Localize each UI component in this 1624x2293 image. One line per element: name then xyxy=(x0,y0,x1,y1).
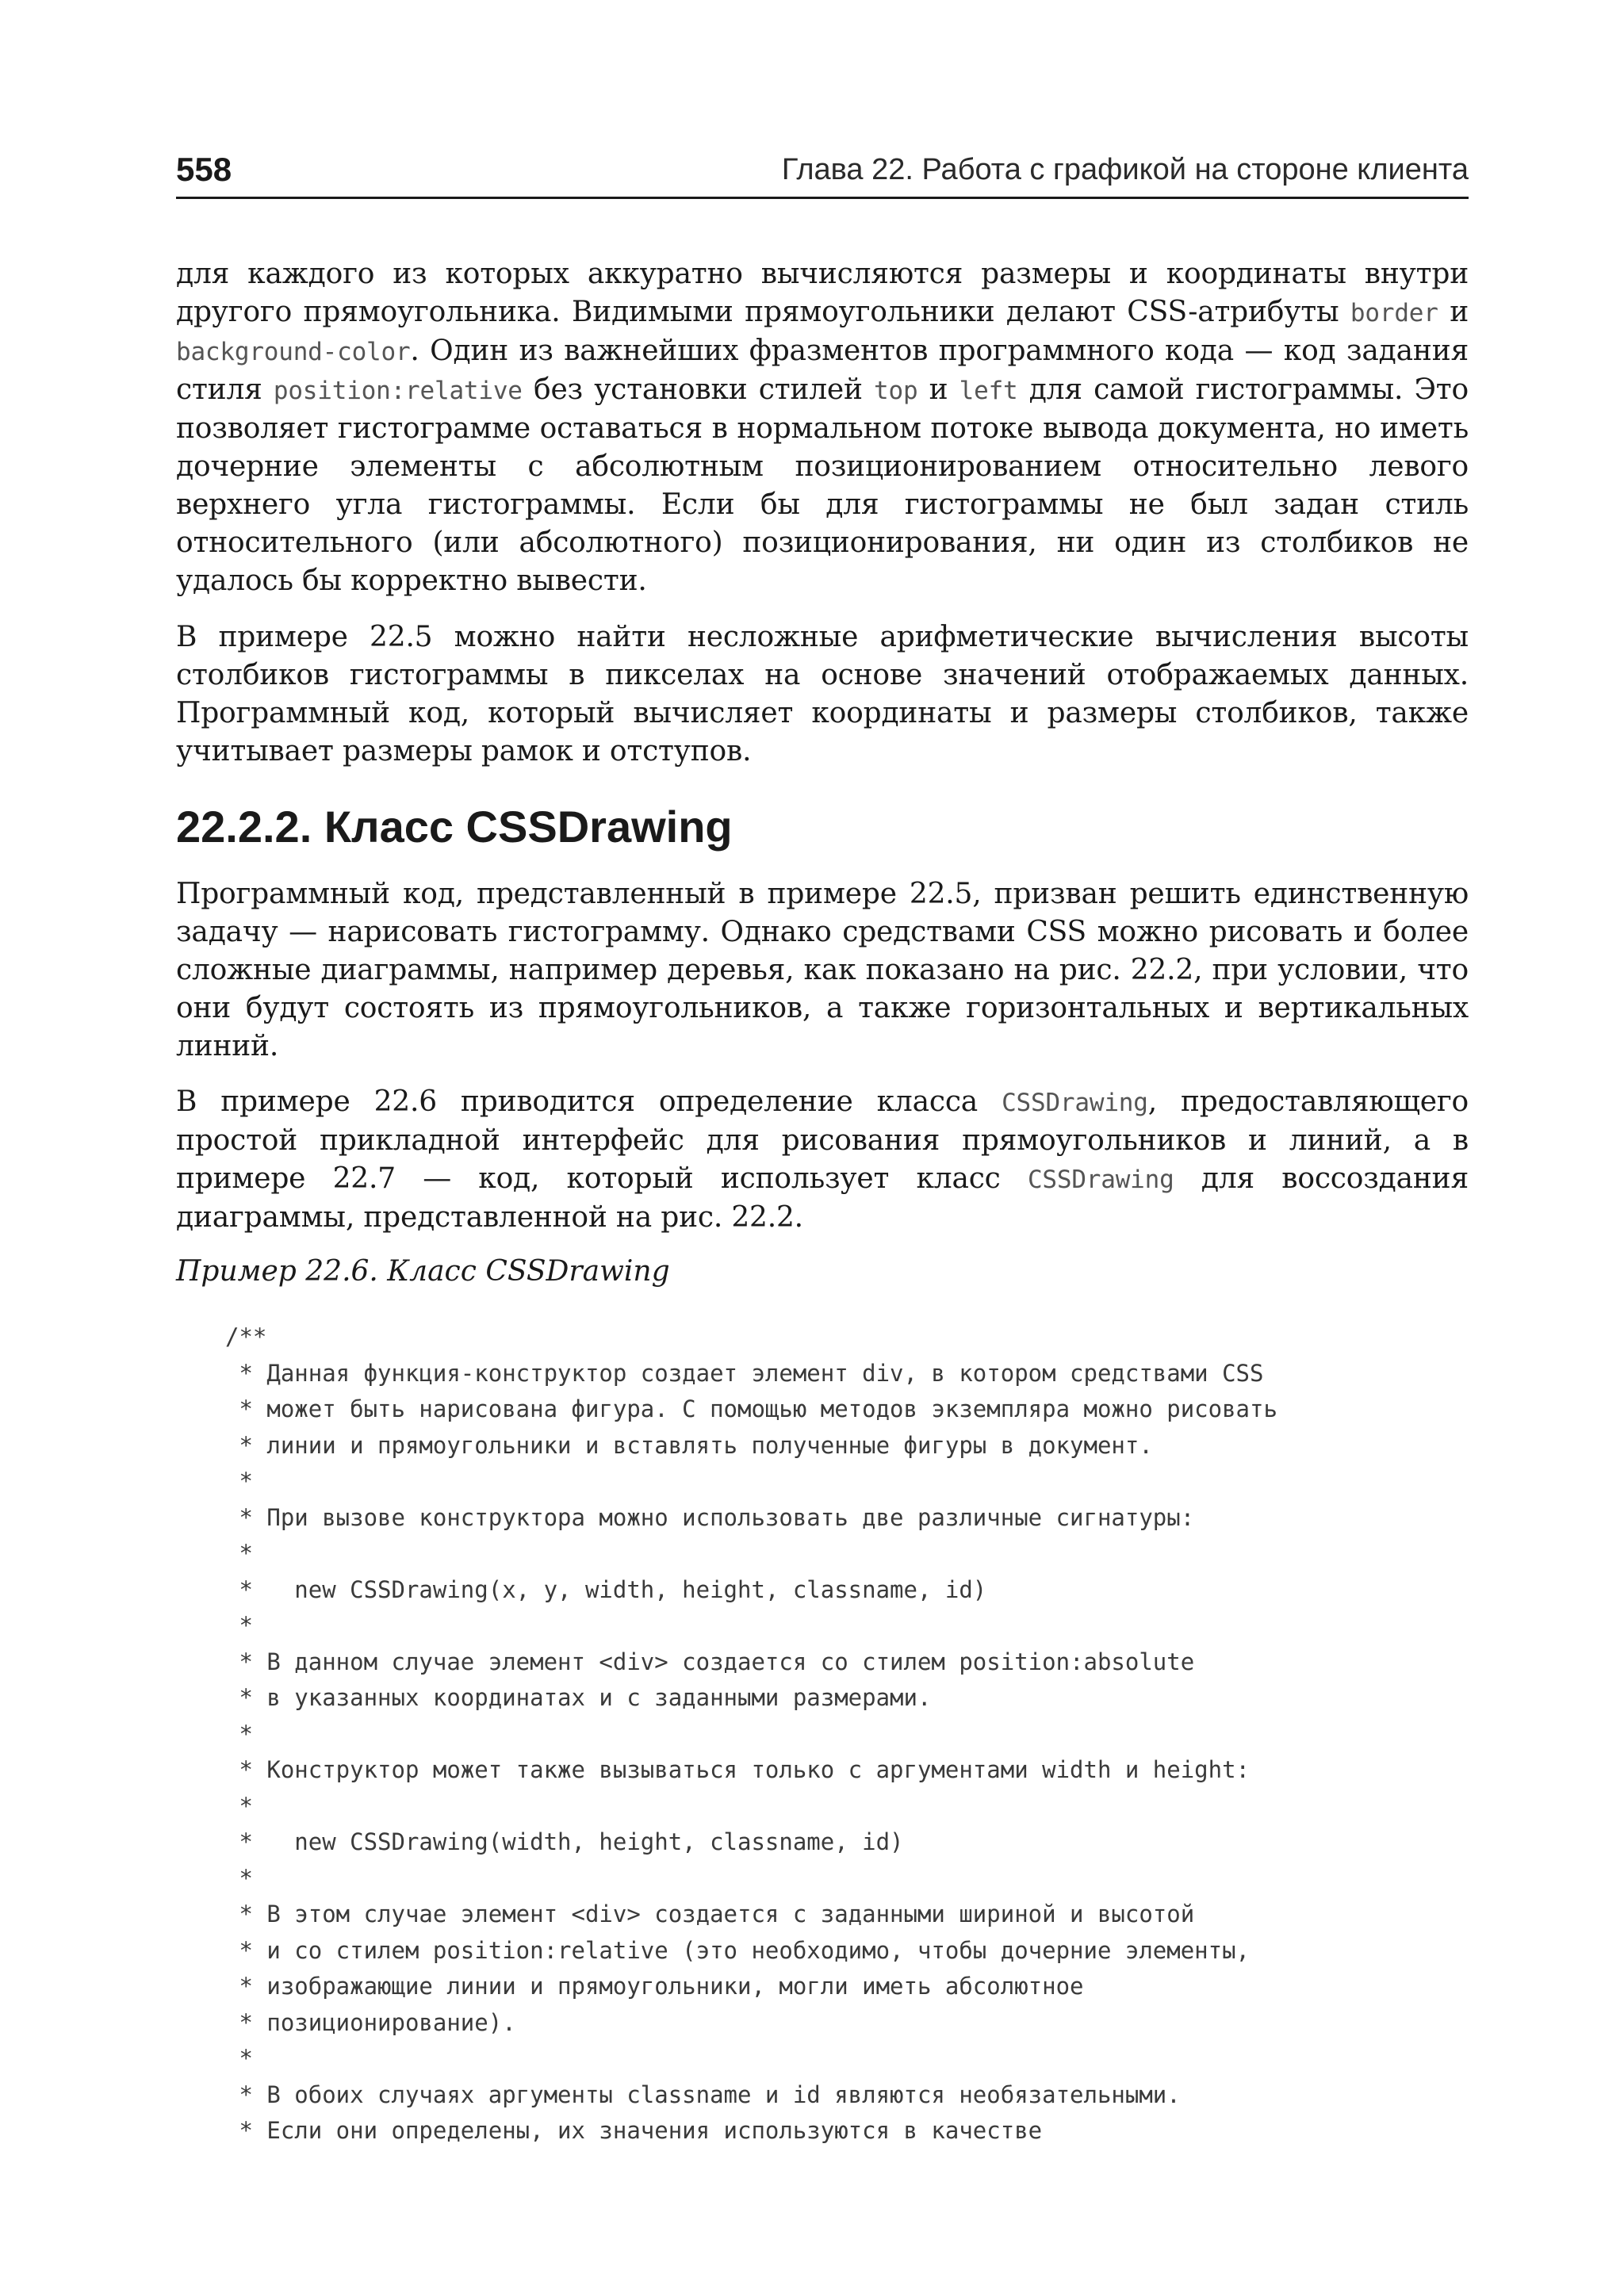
code-line: * в указанных координатах и с заданными размерами. xyxy=(225,1684,932,1711)
paragraph-4 xyxy=(176,1083,1469,1237)
section-heading: 22.2.2. Класс CSSDrawing xyxy=(176,802,733,852)
code-line: * xyxy=(225,1540,253,1567)
code-line: * Конструктор может также вызываться только с аргументами width и height: xyxy=(225,1756,1251,1783)
code-line: * В этом случае элемент <div> создается с заданными шириной и высотой xyxy=(225,1901,1195,1927)
code-line: * xyxy=(225,1864,253,1892)
inline-code-cssdrawing: CSSDrawing xyxy=(1027,1166,1174,1194)
code-line: * В данном случае элемент <div> создается со стилем position:absolute xyxy=(225,1648,1195,1675)
code-listing xyxy=(225,1319,1277,2149)
paragraph-1-text: для самой гистограммы. Это позволяет гистограмме оставаться в нормальном потоке вывода документа, но иметь дочерние элементы с абсолютным позиционированием относительно левого верхнего угла гистограммы. Если бы для гистограммы не был задан стиль относительного (или абсолютного) позиционирования, ни один из столбиков не удалось бы корректно вывести. xyxy=(176,373,1469,597)
inline-code-cssdrawing: CSSDrawing xyxy=(1002,1089,1148,1117)
code-line: * линии и прямоугольники и вставлять полученные фигуры в документ. xyxy=(225,1431,1153,1459)
code-line: * new CSSDrawing(x, y, width, height, classname, id) xyxy=(225,1575,987,1603)
code-line: * и со стилем position:relative (это необходимо, чтобы дочерние элементы, xyxy=(225,1936,1251,1964)
code-line: * xyxy=(225,1720,253,1748)
code-line: * xyxy=(225,2045,253,2072)
code-line: * xyxy=(225,1468,253,1495)
paragraph-1-text: для каждого из которых аккуратно вычисляются размеры и координаты внутри другого прямоугольника. Видимыми прямоугольники делают CSS-атрибуты xyxy=(176,258,1469,328)
paragraph-1-text: . Один из важнейших фразментов программного кода — код задания стиля xyxy=(176,335,1469,406)
code-line: * Если они определены, их значения используются в качестве xyxy=(225,2117,1043,2144)
example-caption: Пример 22.6. Класс CSSDrawing xyxy=(176,1255,670,1288)
code-line: * может быть нарисована фигура. С помощью методов экземпляра можно рисовать xyxy=(225,1395,1277,1422)
paragraph-1-text: без установки стилей xyxy=(522,373,875,406)
code-line: * xyxy=(225,1612,253,1639)
inline-code-border: border xyxy=(1350,299,1438,327)
paragraph-4-text: В примере 22.6 приводится определение класса xyxy=(176,1085,1002,1118)
code-line: * В обоих случаях аргументы classname и id являются необязательными. xyxy=(225,2081,1181,2108)
paragraph-1 xyxy=(176,255,1469,600)
inline-code-top: top xyxy=(874,377,918,405)
paragraph-4-text: , предоставляющего простой прикладной интерфейс для рисования прямоугольников и линий, а в примере 22.7 — код, который использует класс xyxy=(176,1085,1469,1195)
code-line: * Данная функция-конструктор создает элемент div, в котором средствами CSS xyxy=(225,1359,1264,1387)
chapter-title: Глава 22. Работа с графикой на стороне клиента xyxy=(781,153,1469,186)
code-line: * При вызове конструктора можно использовать две различные сигнатуры: xyxy=(225,1503,1195,1531)
page-number: 558 xyxy=(176,151,232,188)
paragraph-4-text: для воссоздания диаграммы, представленной на рис. 22.2. xyxy=(176,1162,1469,1234)
paragraph-2: В примере 22.5 можно найти несложные арифметические вычисления высоты столбиков гистограммы в пикселах на основе значений отображаемых данных. Программный код, который вычисляет координаты и размеры столбиков, также учитывает размеры рамок и отступов. xyxy=(176,621,1469,768)
code-line: * xyxy=(225,1792,253,1820)
running-header xyxy=(176,147,1469,199)
inline-code-background-color: background-color xyxy=(176,338,411,366)
code-line: /** xyxy=(225,1323,267,1350)
code-line: * позиционирование). xyxy=(225,2008,516,2036)
paragraph-1-text: и xyxy=(1438,296,1469,328)
code-line: * new CSSDrawing(width, height, classname, id) xyxy=(225,1828,904,1855)
inline-code-left: left xyxy=(959,377,1018,405)
inline-code-position-relative: position:relative xyxy=(273,377,523,405)
paragraph-3: Программный код, представленный в примере 22.5, призван решить единственную задачу — нарисовать гистограмму. Однако средствами CSS можно рисовать и более сложные диаграммы, например деревья, как показано на рис. 22.2, при условии, что они будут состоять из прямоугольников, а также горизонтальных и вертикальных линий. xyxy=(176,878,1469,1062)
paragraph-1-text: и xyxy=(917,373,959,406)
code-line: * изображающие линии и прямоугольники, могли иметь абсолютное xyxy=(225,1973,1084,2000)
